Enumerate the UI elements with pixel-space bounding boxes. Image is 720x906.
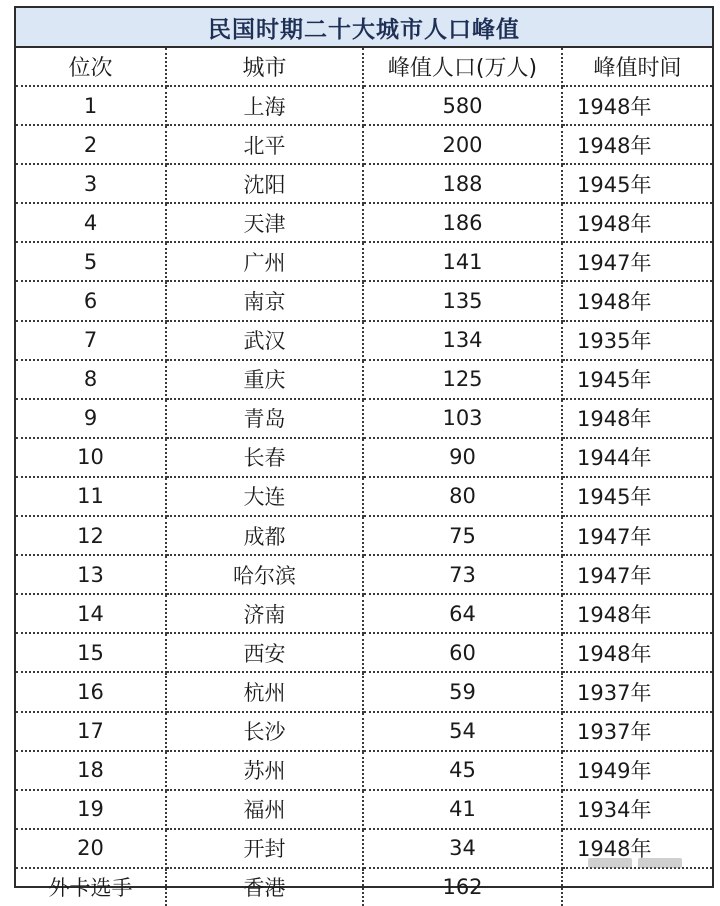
cell-rank: 1	[16, 86, 166, 125]
header-row	[16, 48, 712, 86]
cell-population: 135	[363, 281, 562, 320]
cell-city: 西安	[166, 633, 363, 672]
cell-rank: 15	[16, 633, 166, 672]
cell-population: 54	[363, 712, 562, 751]
cell-city: 杭州	[166, 672, 363, 711]
cell-peak-year	[562, 868, 712, 906]
table-row	[16, 203, 712, 242]
cell-population: 188	[363, 164, 562, 203]
cell-peak-year: 1948年	[562, 203, 712, 242]
cell-peak-year: 1937年	[562, 712, 712, 751]
cell-city: 北平	[166, 125, 363, 164]
cell-peak-year: 1944年	[562, 438, 712, 477]
cell-peak-year: 1935年	[562, 321, 712, 360]
cell-peak-year: 1945年	[562, 477, 712, 516]
cell-city: 济南	[166, 594, 363, 633]
cell-peak-year: 1948年	[562, 281, 712, 320]
table-row	[16, 555, 712, 594]
table-row	[16, 321, 712, 360]
cell-peak-year: 1949年	[562, 751, 712, 790]
cell-rank: 3	[16, 164, 166, 203]
cell-population: 59	[363, 672, 562, 711]
cell-peak-year: 1934年	[562, 790, 712, 829]
cell-rank: 5	[16, 242, 166, 281]
cell-population: 34	[363, 829, 562, 868]
cell-rank: 17	[16, 712, 166, 751]
header-population: 峰值人口(万人)	[363, 48, 562, 86]
table-row	[16, 712, 712, 751]
cell-peak-year: 1948年	[562, 125, 712, 164]
cell-rank: 20	[16, 829, 166, 868]
cell-population: 80	[363, 477, 562, 516]
table-row	[16, 477, 712, 516]
table-body	[16, 86, 712, 906]
cell-population: 45	[363, 751, 562, 790]
cell-rank: 10	[16, 438, 166, 477]
cell-rank: 11	[16, 477, 166, 516]
cell-peak-year: 1948年	[562, 829, 712, 868]
cell-city: 重庆	[166, 360, 363, 399]
cell-peak-year: 1945年	[562, 360, 712, 399]
table-row	[16, 125, 712, 164]
cell-rank: 16	[16, 672, 166, 711]
cell-population: 134	[363, 321, 562, 360]
table-row	[16, 281, 712, 320]
cell-rank: 2	[16, 125, 166, 164]
cell-rank: 外卡选手	[16, 868, 166, 906]
cell-rank: 6	[16, 281, 166, 320]
cell-city: 武汉	[166, 321, 363, 360]
cell-peak-year: 1947年	[562, 242, 712, 281]
cell-city: 长春	[166, 438, 363, 477]
cell-rank: 18	[16, 751, 166, 790]
cell-rank: 4	[16, 203, 166, 242]
cell-rank: 13	[16, 555, 166, 594]
table-row	[16, 672, 712, 711]
cell-population: 73	[363, 555, 562, 594]
cell-population: 60	[363, 633, 562, 672]
table-row	[16, 438, 712, 477]
cell-city: 哈尔滨	[166, 555, 363, 594]
watermark-logo	[588, 858, 682, 868]
cell-population: 41	[363, 790, 562, 829]
header-rank: 位次	[16, 48, 166, 86]
table-title: 民国时期二十大城市人口峰值	[16, 8, 712, 48]
table-row	[16, 790, 712, 829]
cell-city: 开封	[166, 829, 363, 868]
table-row	[16, 594, 712, 633]
cell-population: 64	[363, 594, 562, 633]
cell-city: 广州	[166, 242, 363, 281]
cell-population: 580	[363, 86, 562, 125]
cell-city: 上海	[166, 86, 363, 125]
table-row	[16, 399, 712, 438]
population-table	[16, 48, 712, 906]
cell-population: 125	[363, 360, 562, 399]
cell-peak-year: 1948年	[562, 594, 712, 633]
header-peak-year: 峰值时间	[562, 48, 712, 86]
cell-population: 103	[363, 399, 562, 438]
cell-peak-year: 1947年	[562, 516, 712, 555]
cell-peak-year: 1948年	[562, 633, 712, 672]
cell-population: 90	[363, 438, 562, 477]
cell-city: 成都	[166, 516, 363, 555]
table-row	[16, 751, 712, 790]
cell-population: 200	[363, 125, 562, 164]
cell-rank: 12	[16, 516, 166, 555]
cell-city: 天津	[166, 203, 363, 242]
header-city: 城市	[166, 48, 363, 86]
table-row	[16, 868, 712, 906]
cell-rank: 9	[16, 399, 166, 438]
cell-city: 福州	[166, 790, 363, 829]
table-row	[16, 86, 712, 125]
table-row	[16, 516, 712, 555]
cell-city: 苏州	[166, 751, 363, 790]
cell-peak-year: 1948年	[562, 399, 712, 438]
cell-city: 香港	[166, 868, 363, 906]
cell-city: 青岛	[166, 399, 363, 438]
cell-city: 大连	[166, 477, 363, 516]
table-row	[16, 633, 712, 672]
cell-peak-year: 1945年	[562, 164, 712, 203]
cell-rank: 19	[16, 790, 166, 829]
cell-peak-year: 1948年	[562, 86, 712, 125]
cell-city: 南京	[166, 281, 363, 320]
cell-rank: 14	[16, 594, 166, 633]
cell-population: 186	[363, 203, 562, 242]
cell-city: 沈阳	[166, 164, 363, 203]
population-table-sheet	[14, 6, 714, 901]
table-row	[16, 242, 712, 281]
cell-population: 162	[363, 868, 562, 906]
cell-peak-year: 1947年	[562, 555, 712, 594]
cell-rank: 7	[16, 321, 166, 360]
table-row	[16, 360, 712, 399]
cell-population: 75	[363, 516, 562, 555]
cell-city: 长沙	[166, 712, 363, 751]
cell-rank: 8	[16, 360, 166, 399]
cell-peak-year: 1937年	[562, 672, 712, 711]
table-row	[16, 164, 712, 203]
cell-population: 141	[363, 242, 562, 281]
